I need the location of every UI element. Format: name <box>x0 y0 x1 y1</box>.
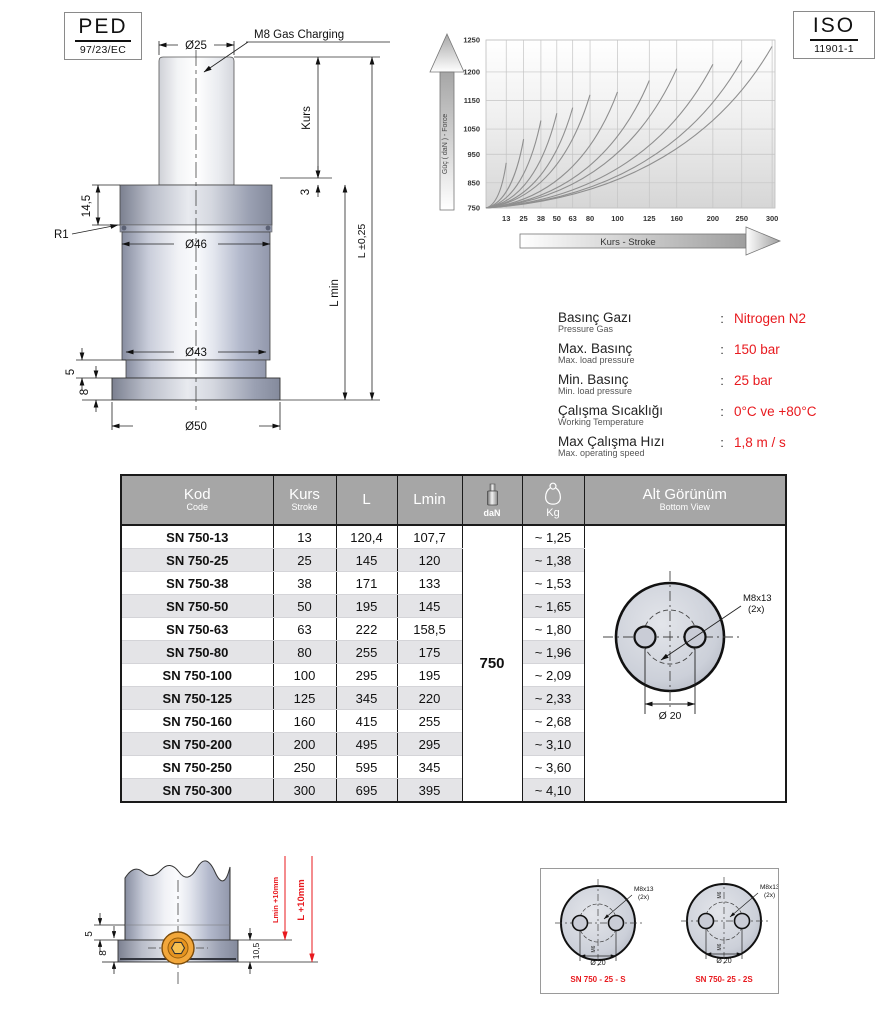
weight-icon <box>542 482 564 506</box>
thread-label: M8x13 <box>742 592 772 604</box>
mount-hole-left <box>699 914 714 929</box>
x-tick-label: 100 <box>611 214 624 223</box>
cell-lmin: 395 <box>397 779 462 803</box>
cell-kg: ~ 2,68 <box>522 710 584 733</box>
mounting-detail-drawing <box>50 852 340 1022</box>
cell-code: SN 750-200 <box>121 733 273 756</box>
spec-value: 25 bar <box>734 373 773 389</box>
x-tick-label: 160 <box>670 214 683 223</box>
cell-kg: ~ 1,38 <box>522 549 584 572</box>
ltol-label: L ±0,25 <box>356 223 368 259</box>
cell-lmin: 220 <box>397 687 462 710</box>
spec-value: 1,8 m / s <box>734 435 786 451</box>
dim105-label: 10,5 <box>251 942 261 960</box>
spec-value: 0°C ve +80°C <box>734 404 817 420</box>
cell-kg: ~ 4,10 <box>522 779 584 803</box>
gas-spring-side-drawing <box>38 12 438 462</box>
cell-lmin: 145 <box>397 595 462 618</box>
dim5-label: 5 <box>65 368 77 376</box>
force-value-cell: 750 <box>462 525 522 802</box>
col-kod-sub: Code <box>186 502 208 513</box>
table-body <box>121 525 786 802</box>
cell-stroke: 80 <box>273 641 336 664</box>
cell-l: 595 <box>336 756 397 779</box>
cell-code: SN 750-13 <box>121 525 273 549</box>
cell-l: 145 <box>336 549 397 572</box>
x-tick-label: 300 <box>765 214 779 223</box>
lmin-plus-label: Lmin +10mm <box>271 876 280 924</box>
spec-label-en: Max. operating speed <box>558 448 645 459</box>
cell-l: 415 <box>336 710 397 733</box>
cell-code: SN 750-100 <box>121 664 273 687</box>
cell-l: 255 <box>336 641 397 664</box>
cell-stroke: 25 <box>273 549 336 572</box>
col-kod-main: Kod <box>183 485 211 503</box>
mount-hole-left <box>634 626 655 647</box>
spec-row <box>558 342 878 366</box>
spec-label-tr: Max. Basınç <box>558 341 633 357</box>
cell-kg: ~ 1,96 <box>522 641 584 664</box>
cell-lmin: 255 <box>397 710 462 733</box>
cell-l: 195 <box>336 595 397 618</box>
variant-name: SN 750 - 25 - S <box>570 975 626 984</box>
dim5-label: 5 <box>84 931 95 937</box>
spec-label-tr: Min. Basınç <box>558 372 629 388</box>
cell-code: SN 750-63 <box>121 618 273 641</box>
cell-code: SN 750-160 <box>121 710 273 733</box>
cell-l: 695 <box>336 779 397 803</box>
cell-lmin: 158,5 <box>397 618 462 641</box>
col-lmin-label: Lmin <box>413 490 446 508</box>
bottom-view-drawing <box>585 535 785 790</box>
groove-notch-right <box>266 226 271 231</box>
cell-kg: ~ 3,10 <box>522 733 584 756</box>
cell-code: SN 750-38 <box>121 572 273 595</box>
col-kurs <box>273 475 336 525</box>
col-kurs-sub: Stroke <box>291 502 318 513</box>
force-stroke-chart <box>428 22 788 272</box>
cell-l: 171 <box>336 572 397 595</box>
body-section <box>125 861 230 940</box>
r1-label: R1 <box>54 229 69 241</box>
x-tick-label: 200 <box>706 214 720 223</box>
cell-lmin: 133 <box>397 572 462 595</box>
cell-code: SN 750-250 <box>121 756 273 779</box>
variant-single-port <box>555 879 654 984</box>
y-tick-label: 1050 <box>463 124 480 134</box>
cell-kg: ~ 1,80 <box>522 618 584 641</box>
spec-label-tr: Basınç Gazı <box>558 310 632 325</box>
y-tick-label: 850 <box>467 178 480 188</box>
bottom-view-cell <box>584 525 786 802</box>
col-l <box>336 475 397 525</box>
col-kod <box>121 475 273 525</box>
spec-row <box>558 404 878 428</box>
dia46-label: Ø46 <box>185 239 207 251</box>
y-axis-title: Güç ( daN ) - Force <box>442 113 449 175</box>
spec-label <box>558 435 714 459</box>
cell-lmin: 175 <box>397 641 462 664</box>
hole-spacing-label: Ø 20 <box>658 709 682 722</box>
cell-lmin: 295 <box>397 733 462 756</box>
iso-title: ISO <box>810 15 858 41</box>
variants-box <box>540 868 779 994</box>
cell-stroke: 300 <box>273 779 336 803</box>
cell-code: SN 750-300 <box>121 779 273 803</box>
cell-lmin: 345 <box>397 756 462 779</box>
iso-subtitle: 11901-1 <box>814 43 854 55</box>
table-header <box>121 475 786 525</box>
thread-label: M8x13 <box>760 884 778 891</box>
col-kg-label: Kg <box>546 506 560 519</box>
cell-code: SN 750-125 <box>121 687 273 710</box>
spec-row <box>558 435 878 459</box>
ped-subtitle: 97/23/EC <box>79 44 127 56</box>
dim3-label: 3 <box>300 188 312 196</box>
x-tick-label: 80 <box>585 214 595 223</box>
variants-drawing <box>541 869 778 993</box>
cell-stroke: 38 <box>273 572 336 595</box>
ped-title: PED <box>75 16 130 42</box>
thread-count-label: (2x) <box>638 894 650 901</box>
cell-l: 120,4 <box>336 525 397 549</box>
col-view <box>584 475 786 525</box>
cell-kg: ~ 1,53 <box>522 572 584 595</box>
spec-label-en: Min. load pressure <box>558 386 633 397</box>
spec-row <box>558 373 878 397</box>
cell-l: 345 <box>336 687 397 710</box>
dim8-label: 8 <box>79 388 91 396</box>
gas-valve-bolt <box>162 932 194 964</box>
thread-count-label: (2x) <box>764 892 776 899</box>
x-tick-label: 50 <box>552 214 561 223</box>
lmin-label: L min <box>329 279 341 307</box>
x-tick-label: 250 <box>735 214 749 223</box>
mount-hole-right <box>735 914 750 929</box>
gas-spring-icon <box>485 483 500 507</box>
y-tick-label: 1150 <box>463 96 480 106</box>
mount-hole-left <box>573 916 588 931</box>
thread-count-label: (2x) <box>747 603 765 615</box>
spec-label-en: Pressure Gas <box>558 324 614 335</box>
gas-port-top-label: M6 <box>717 891 723 899</box>
spec-value: 150 bar <box>734 342 780 358</box>
thread-label: M8x13 <box>634 886 654 893</box>
cell-stroke: 200 <box>273 733 336 756</box>
cell-stroke: 250 <box>273 756 336 779</box>
cell-lmin: 195 <box>397 664 462 687</box>
groove-notch-left <box>122 226 127 231</box>
y-tick-label: 950 <box>467 149 480 159</box>
col-view-sub: Bottom View <box>659 502 710 513</box>
cell-lmin: 107,7 <box>397 525 462 549</box>
spec-colon: : <box>720 311 724 326</box>
col-lmin <box>397 475 462 525</box>
dia43-label: Ø43 <box>185 347 207 359</box>
spec-label <box>558 404 714 428</box>
cell-stroke: 100 <box>273 664 336 687</box>
iso-badge <box>793 11 875 59</box>
x-tick-label: 25 <box>519 214 528 223</box>
dia50-label: Ø50 <box>185 421 207 433</box>
spec-label <box>558 373 714 397</box>
hole-spacing-label: Ø 20 <box>590 960 606 967</box>
cell-l: 495 <box>336 733 397 756</box>
cell-kg: ~ 1,65 <box>522 595 584 618</box>
x-tick-label: 13 <box>502 214 511 223</box>
x-tick-label: 38 <box>536 214 546 223</box>
spec-label-en: Working Temperature <box>558 417 644 428</box>
col-view-main: Alt Görünüm <box>642 485 727 503</box>
y-tick-label: 1200 <box>463 67 480 77</box>
y-tick-label: 1250 <box>463 35 480 45</box>
spec-label <box>558 342 714 366</box>
gas-port-label: M6 <box>591 945 597 953</box>
col-l-label: L <box>362 490 371 508</box>
variant-double-port <box>681 877 778 984</box>
variant-name: SN 750- 25 - 2S <box>695 975 753 984</box>
spec-colon: : <box>720 373 724 389</box>
spec-label-en: Max. load pressure <box>558 355 635 366</box>
spec-colon: : <box>720 435 724 451</box>
cell-l: 222 <box>336 618 397 641</box>
l-plus-label: L +10mm <box>296 879 307 921</box>
x-axis-title: Kurs - Stroke <box>600 237 656 248</box>
cell-kg: ~ 1,25 <box>522 525 584 549</box>
cell-lmin: 120 <box>397 549 462 572</box>
col-dan-label: daN <box>483 507 501 518</box>
spec-label-tr: Max Çalışma Hızı <box>558 434 665 450</box>
cell-kg: ~ 3,60 <box>522 756 584 779</box>
cell-stroke: 160 <box>273 710 336 733</box>
gas-port-bottom-label: M6 <box>717 943 723 951</box>
cell-stroke: 50 <box>273 595 336 618</box>
cell-code: SN 750-25 <box>121 549 273 572</box>
gas-charging-label: M8 Gas Charging <box>254 29 345 41</box>
spec-label <box>558 311 714 335</box>
hole-spacing-label: Ø 20 <box>716 958 732 965</box>
cell-kg: ~ 2,33 <box>522 687 584 710</box>
spec-value: Nitrogen N2 <box>734 311 807 326</box>
x-tick-label: 125 <box>643 214 656 223</box>
cell-code: SN 750-80 <box>121 641 273 664</box>
specs-list <box>558 311 878 466</box>
y-tick-label: 750 <box>467 203 480 213</box>
col-kurs-main: Kurs <box>289 485 320 503</box>
cell-stroke: 63 <box>273 618 336 641</box>
piston-rod <box>159 57 234 185</box>
cell-stroke: 13 <box>273 525 336 549</box>
cell-code: SN 750-50 <box>121 595 273 618</box>
mount-hole-right <box>609 916 624 931</box>
cell-l: 295 <box>336 664 397 687</box>
dim8-label: 8 <box>98 950 109 956</box>
table-row <box>121 525 786 549</box>
col-kg <box>522 475 584 525</box>
x-tick-label: 63 <box>568 214 577 223</box>
spec-colon: : <box>720 404 724 420</box>
cell-kg: ~ 2,09 <box>522 664 584 687</box>
kurs-label: Kurs <box>301 106 313 130</box>
col-dan <box>462 475 522 525</box>
spec-row <box>558 311 878 335</box>
spec-label-tr: Çalışma Sıcaklığı <box>558 403 664 419</box>
dim145-label: 14,5 <box>81 194 93 218</box>
cell-stroke: 125 <box>273 687 336 710</box>
size-table <box>120 474 787 803</box>
dia-rod-label: Ø25 <box>185 40 207 52</box>
spec-colon: : <box>720 342 724 358</box>
